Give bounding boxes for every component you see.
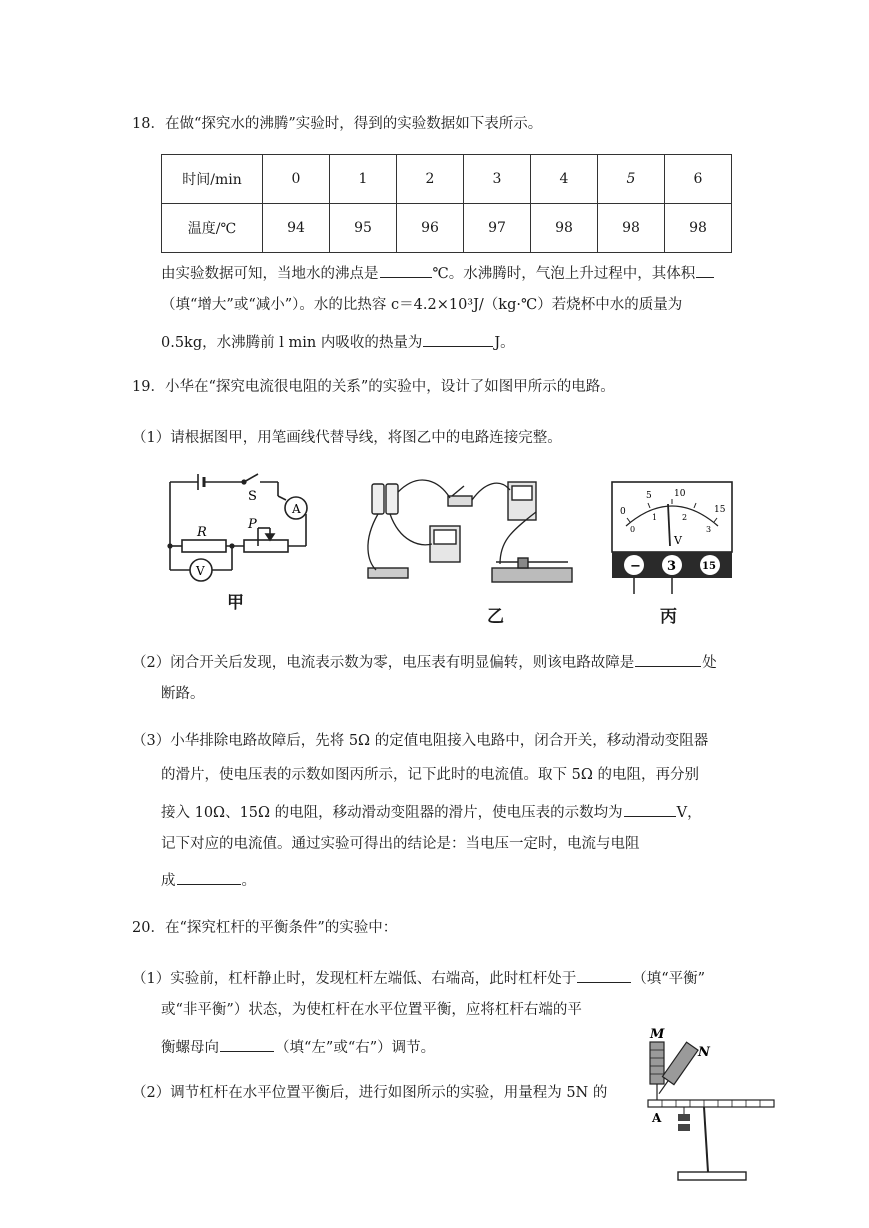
voltmeter-dial-bing: [610, 480, 734, 600]
table-header-temperature: 温度/℃: [162, 204, 263, 253]
resistor-label: R: [197, 525, 207, 540]
terminal-3: 3: [667, 559, 677, 574]
table-cell: 6: [665, 155, 732, 204]
figure-label-bing: 丙: [660, 607, 677, 627]
q19-part3-line1: （3）小华排除电路故障后，先将 5Ω 的定值电阻接入电路中，闭合开关，移动滑动变阻器: [132, 733, 709, 749]
q19-part2-line2: 断路。: [161, 686, 205, 702]
q18-line1-text-a: 由实验数据可知，当地水的沸点是: [161, 266, 379, 282]
table-cell: 5: [598, 155, 665, 204]
scale-bottom-0: 0: [630, 525, 636, 534]
ammeter-label: A: [292, 502, 301, 516]
q20-part1-line2: 或“非平衡”）状态，为使杠杆在水平位置平衡，应将杠杆右端的平: [161, 1002, 582, 1018]
q18-stem: 18．在做“探究水的沸腾”实验时，得到的实验数据如下表所示。: [132, 116, 543, 132]
table-row: [162, 204, 732, 253]
label-m: M: [650, 1027, 665, 1042]
unit-label: V: [674, 534, 682, 547]
figure-label-jia: 甲: [227, 593, 244, 613]
q19-part2-text-b: 处: [702, 655, 717, 671]
scale-top-10: 10: [674, 489, 686, 499]
q19-part3-line2: 的滑片，使电压表的示数如图丙所示，记下此时的电流值。取下 5Ω 的电阻，再分别: [161, 767, 699, 783]
scale-bottom-3: 3: [706, 525, 712, 534]
q18-line3-text-b: J。: [494, 335, 515, 351]
q19-part3-text-a: 接入 10Ω、15Ω 的电阻，移动滑动变阻器的滑片，使电压表的示数均为: [161, 805, 623, 821]
q18-line1: [161, 261, 715, 284]
scale-bottom-2: 2: [682, 513, 688, 522]
table-row: [162, 155, 732, 204]
scale-top-0: 0: [620, 507, 626, 517]
table-cell: 96: [397, 204, 464, 253]
q20-part2-line1: （2）调节杠杆在水平位置平衡后，进行如图所示的实验，用量程为 5N 的: [132, 1085, 608, 1101]
q19-part2-text-a: （2）闭合开关后发现，电流表示数为零，电压表有明显偏转，则该电路故障是: [132, 655, 635, 671]
scale-bottom-1: 1: [652, 513, 658, 522]
q18-line3: [161, 330, 515, 353]
table-cell: 4: [531, 155, 598, 204]
q20-part1-line3: [161, 1035, 435, 1058]
switch-label: S: [248, 489, 257, 504]
table-cell: 98: [665, 204, 732, 253]
q20-part1-text-a: （1）实验前，杠杆静止时，发现杠杆左端低、右端高，此时杠杆处于: [132, 971, 577, 987]
figure-label-yi: 乙: [487, 607, 504, 627]
q19-part3-text-d: 。: [241, 873, 256, 889]
answer-blank[interactable]: [577, 966, 631, 983]
circuit-diagram-jia: [160, 470, 330, 590]
q19-part1: （1）请根据图甲，用笔画线代替导线，将图乙中的电路连接完整。: [132, 430, 562, 446]
q19-part3-text-c: 成: [161, 873, 176, 889]
table-cell: 98: [598, 204, 665, 253]
label-n: N: [698, 1045, 710, 1060]
table-cell: 0: [263, 155, 330, 204]
q18-line3-text-a: 0.5kg，水沸腾前 l min 内吸收的热量为: [161, 335, 423, 351]
scale-top-15: 15: [714, 505, 726, 515]
q18-line1-text-b: ℃。水沸腾时，气泡上升过程中，其体积: [432, 266, 696, 282]
q19-part2-line1: [132, 650, 717, 673]
table-cell: 97: [464, 204, 531, 253]
table-cell: 98: [531, 204, 598, 253]
q20-part1-text-b: （填“平衡”: [632, 971, 706, 987]
table-cell: 3: [464, 155, 531, 204]
q20-part1-line1: [132, 966, 705, 989]
answer-blank[interactable]: [423, 330, 493, 347]
table-cell: 1: [330, 155, 397, 204]
q19-part3-line3: [161, 800, 702, 823]
boiling-data-table: [161, 154, 732, 253]
q19-part3-line4: 记下对应的电流值。通过实验可得出的结论是：当电压一定时，电流与电阻: [161, 836, 640, 852]
answer-blank[interactable]: [220, 1035, 274, 1052]
q20-part1-text-c: 衡螺母向: [161, 1040, 219, 1056]
lever-figure: [640, 1022, 780, 1187]
table-cell: 2: [397, 155, 464, 204]
q18-line2: （填“增大”或“减小”）。水的比热容 c＝4.2×10³J/（kg·℃）若烧杯中水的质量为: [161, 297, 683, 313]
voltmeter-label: V: [196, 564, 205, 578]
answer-blank[interactable]: [624, 800, 676, 817]
q19-stem: 19．小华在“探究电流很电阻的关系”的实验中，设计了如图甲所示的电路。: [132, 379, 615, 395]
rheostat-label: P: [248, 517, 257, 532]
q20-part1-text-d: （填“左”或“右”）调节。: [275, 1040, 436, 1056]
table-cell: 94: [263, 204, 330, 253]
terminal-negative: −: [630, 559, 641, 574]
equipment-illustration-yi: [360, 472, 590, 597]
answer-blank[interactable]: [380, 261, 432, 278]
q20-stem: 20．在“探究杠杆的平衡条件”的实验中：: [132, 920, 398, 936]
answer-blank[interactable]: [696, 261, 714, 278]
q19-part3-line5: [161, 868, 256, 891]
label-a: A: [652, 1111, 662, 1125]
table-header-time: 时间/min: [162, 155, 263, 204]
scale-top-5: 5: [646, 491, 652, 501]
answer-blank[interactable]: [635, 650, 701, 667]
q19-part3-text-b: V，: [676, 805, 702, 821]
table-cell: 95: [330, 204, 397, 253]
terminal-15: 15: [702, 561, 716, 572]
answer-blank[interactable]: [177, 868, 241, 885]
